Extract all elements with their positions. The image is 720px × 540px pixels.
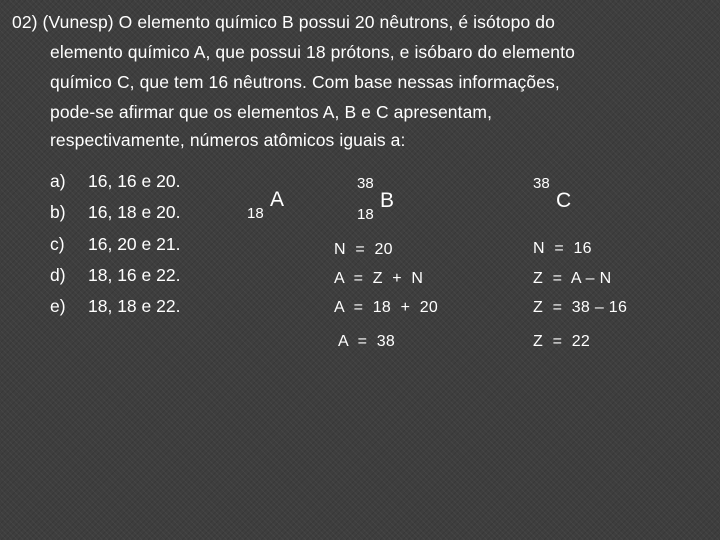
question-line: pode-se afirmar que os elementos A, B e C apresentam, bbox=[50, 102, 493, 122]
element-c-symbol: C bbox=[556, 189, 572, 212]
element-a-symbol: A bbox=[270, 188, 285, 211]
element-b-symbol: B bbox=[380, 189, 395, 212]
option-text: 18, 18 e 22. bbox=[88, 296, 181, 316]
option-text: 18, 16 e 22. bbox=[88, 265, 181, 285]
option-letter: a) bbox=[50, 171, 66, 191]
calc-c-line: Z = 38 – 16 bbox=[533, 299, 628, 316]
calc-b-line: N = 20 bbox=[334, 241, 393, 258]
calc-b-line: A = 18 + 20 bbox=[334, 299, 439, 316]
option-letter: e) bbox=[50, 296, 66, 316]
question-line: químico C, que tem 16 nêutrons. Com base nessas informações, bbox=[50, 72, 560, 92]
option-text: 16, 18 e 20. bbox=[88, 202, 181, 222]
element-b-mass-number: 38 bbox=[357, 175, 374, 192]
option-text: 16, 16 e 20. bbox=[88, 171, 181, 191]
element-a-atomic-number: 18 bbox=[247, 205, 264, 222]
option-c bbox=[50, 234, 180, 255]
option-letter: b) bbox=[50, 202, 66, 222]
option-letter: c) bbox=[50, 234, 65, 254]
option-a bbox=[50, 171, 180, 192]
calc-b-line: A = 38 bbox=[338, 333, 396, 350]
option-d bbox=[50, 265, 180, 286]
question-line: respectivamente, números atômicos iguais a: bbox=[50, 130, 406, 150]
calc-c-line: Z = 22 bbox=[533, 333, 591, 350]
question-line: 02) (Vunesp) O elemento químico B possui 20 nêutrons, é isótopo do bbox=[12, 12, 555, 32]
option-letter: d) bbox=[50, 265, 66, 285]
option-b bbox=[50, 202, 180, 223]
calc-c-line: Z = A – N bbox=[533, 270, 612, 287]
option-e bbox=[50, 296, 180, 317]
question-line: elemento químico A, que possui 18 prótons, e isóbaro do elemento bbox=[50, 42, 575, 62]
element-b-atomic-number: 18 bbox=[357, 206, 374, 223]
calc-c-line: N = 16 bbox=[533, 240, 592, 257]
calc-b-line: A = Z + N bbox=[334, 270, 424, 287]
element-c-mass-number: 38 bbox=[533, 175, 550, 192]
option-text: 16, 20 e 21. bbox=[88, 234, 181, 254]
